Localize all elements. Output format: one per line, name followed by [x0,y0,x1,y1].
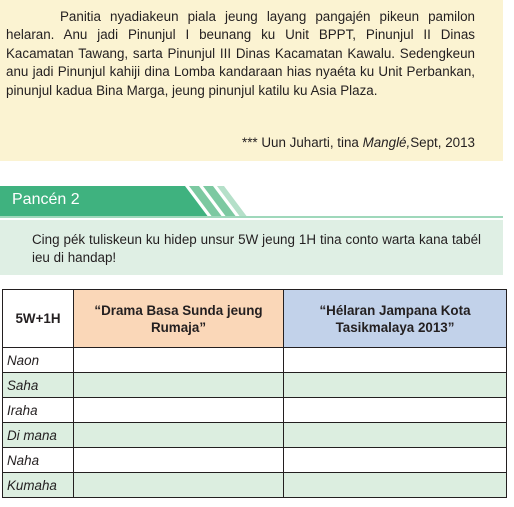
row-label: Iraha [3,398,74,423]
answer-cell[interactable] [74,448,284,473]
credit-source: Manglé, [362,135,411,150]
answer-cell[interactable] [284,448,507,473]
table-header-row [3,290,507,348]
header-helaran: “Hélaran Jampana Kota Tasikmalaya 2013” [284,290,507,348]
section-heading-banner [0,186,503,218]
credit-suffix: Sept, 2013 [410,135,475,150]
answer-cell[interactable] [284,398,507,423]
credit-prefix: *** Uun Juharti, tina [241,135,363,150]
answer-cell[interactable] [284,373,507,398]
news-article-box [0,0,503,161]
table-row [3,423,507,448]
table-row [3,373,507,398]
header-5w1h: 5W+1H [3,290,74,348]
table-row [3,398,507,423]
header-drama: “Drama Basa Sunda jeung Rumaja” [74,290,284,348]
row-label: Kumaha [3,473,74,498]
table-row [3,473,507,498]
answer-cell[interactable] [284,348,507,373]
instruction-box [0,220,503,275]
answer-cell[interactable] [74,473,284,498]
answer-table [2,289,507,498]
row-label: Saha [3,373,74,398]
answer-cell[interactable] [284,423,507,448]
table-row [3,348,507,373]
answer-cell[interactable] [284,473,507,498]
row-label: Naha [3,448,74,473]
row-label: Naon [3,348,74,373]
instruction-text: Cing pék tuliskeun ku hidep unsur 5W jeung 1H tina conto warta kana tabél ieu di handap! [32,232,481,266]
row-label: Di mana [3,423,74,448]
answer-cell[interactable] [74,373,284,398]
article-credit [242,134,475,152]
table-row [3,448,507,473]
article-paragraph: Panitia nyadiakeun piala jeung layang pangajén pikeun pamilon helaran. Anu jadi Pinunjul I beunang ku Unit BPPT, Pinunjul II Dinas Kacamatan Tawang, sarta Pinunjul III Dinas Kacamatan Kawalu. Sedengkeun anu jadi Pinunjul kahiji dina Lomba kandaraan hias nyaéta ku Unit Perbankan, pinunjul kadua Bina Marga, jeung pinunjul katilu ku Asia Plaza. [6,9,475,98]
answer-cell[interactable] [74,423,284,448]
section-title: Pancén 2 [12,191,80,208]
answer-cell[interactable] [74,398,284,423]
answer-cell[interactable] [74,348,284,373]
